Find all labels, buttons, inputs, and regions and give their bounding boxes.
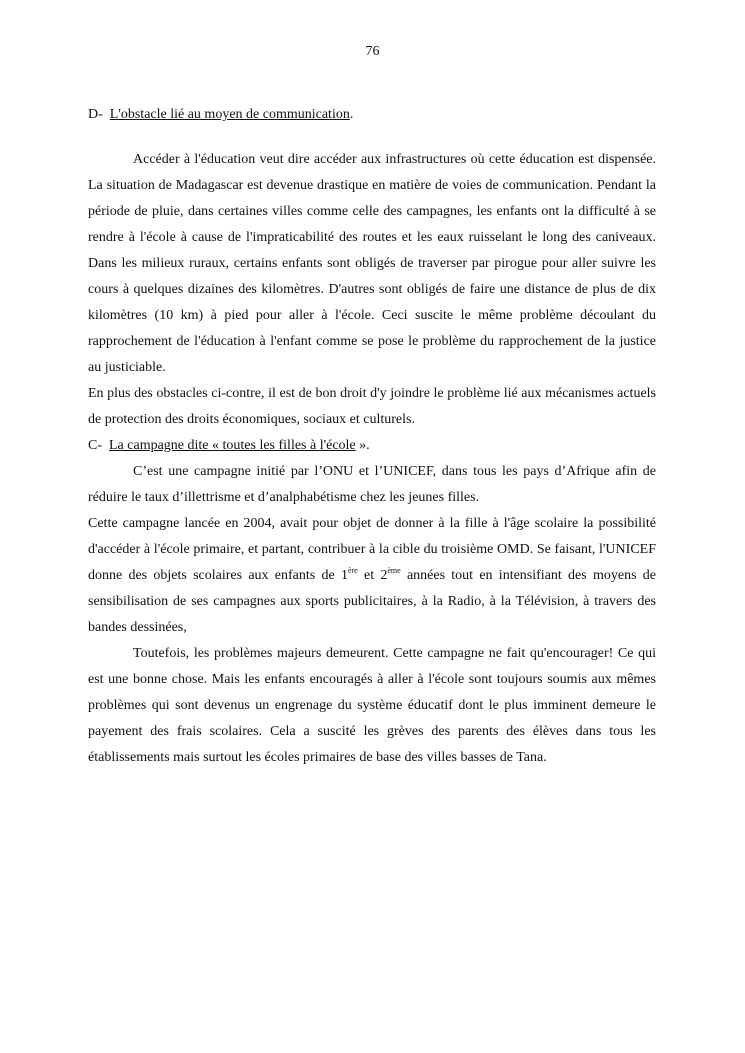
paragraph-protection-mechanisms: En plus des obstacles ci-contre, il est de bon droit d'y joindre le problème lié aux mécanismes actuels de protection des droits économiques, sociaux et culturels. (88, 386, 656, 427)
campaign-details-part-1: Cette campagne lancée en 2004, avait pour objet de donner à la fille à l'âge scolaire la possibilité d'accéder à l'école primaire, et partant, contribuer à la cible du troisième OMD. Se faisant, l'UNICEF donne des objets scolaires aux enfants de 1 (88, 516, 656, 583)
campaign-details-part-2: et 2 (357, 568, 388, 583)
section-c-prefix: C- (88, 438, 109, 453)
section-c-title: La campagne dite « toutes les filles à l'école (109, 438, 356, 453)
campaign-details-part-3: années tout en intensifiant des moyens de sensibilisation de ses campagnes aux sports publicitaires, à la Radio, à la Télévision, à travers des bandes dessinées, (88, 568, 656, 635)
superscript-eme: ème (387, 566, 401, 575)
section-c-heading (88, 433, 656, 459)
paragraph-persisting-problems: Toutefois, les problèmes majeurs demeurent. Cette campagne ne fait qu'encourager! Ce qui est une bonne chose. Mais les enfants encouragés à aller à l'école sont toujours soumis aux mêmes problèmes qui sont devenus un engrenage du système éducatif dont le plus imminent demeure le payement des frais scolaires. Cela a suscité les grèves des parents des élèves dans tous les établissements mais surtout les écoles primaires de base des villes basses de Tana. (88, 646, 656, 765)
section-d-prefix: D- (88, 107, 110, 122)
superscript-ere: ère (347, 566, 358, 575)
paragraph-campaign-intro: C’est une campagne initié par l’ONU et l’UNICEF, dans tous les pays d’Afrique afin de réduire le taux d’illettrisme et d’analphabétisme chez les jeunes filles. (88, 464, 656, 505)
section-d-heading (88, 105, 353, 125)
paragraph-campaign-details (88, 511, 656, 641)
paragraph-accessibility: Accéder à l'éducation veut dire accéder aux infrastructures où cette éducation est dispensée. La situation de Madagascar est devenue drastique en matière de voies de communication. Pendant la période de pluie, dans certaines villes comme celle des campagnes, les enfants ont la difficulté à se rendre à l'école à cause de l'impraticabilité des routes et les eaux ruisselant le long des caniveaux. Dans les milieux ruraux, certains enfants sont obligés de traverser par pirogue pour aller suivre les cours à quelques dizaines des kilomètres. D'autres sont obligés de faire une distance de plus de dix kilomètres (10 km) à pied pour aller à l'école. Ceci suscite le même problème découlant du rapprochement de l'éducation à l'enfant comme se pose le problème du rapprochement de la justice au justiciable. (88, 152, 656, 375)
body-text (88, 147, 656, 771)
section-d-suffix: . (349, 107, 354, 122)
section-c-suffix: ». (355, 438, 370, 453)
page-number: 76 (365, 44, 380, 59)
section-d-title: L'obstacle lié au moyen de communication (109, 107, 350, 122)
